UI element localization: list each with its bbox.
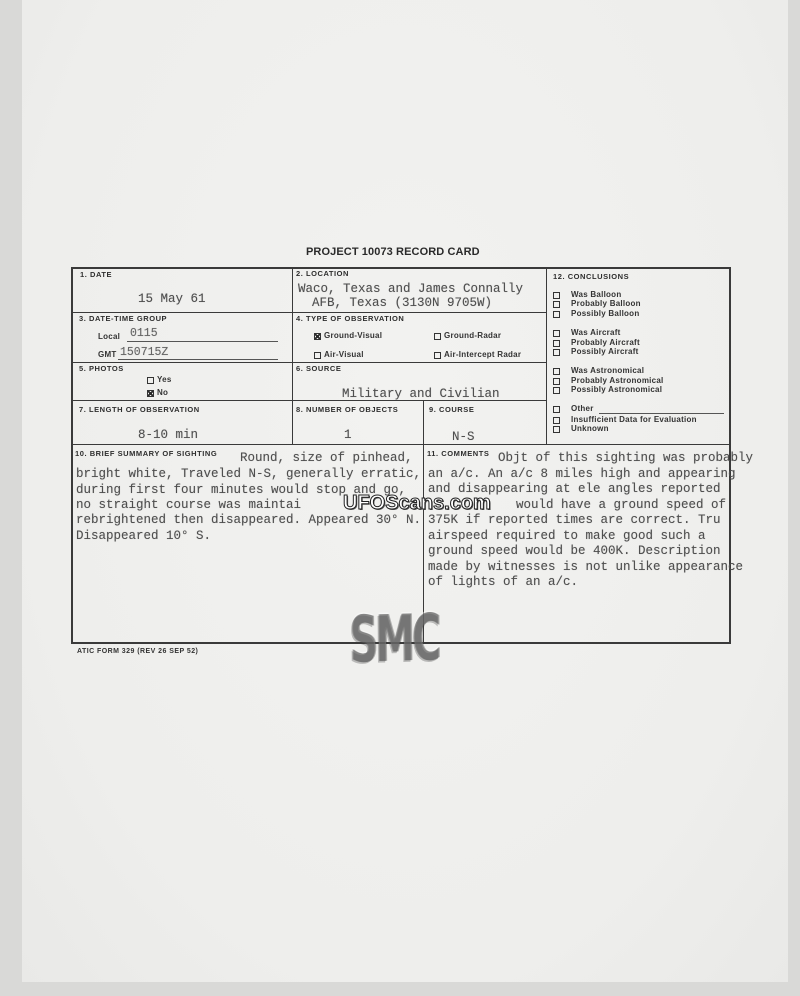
conclusion-possibly-aircraft: Possibly Aircraft <box>571 347 639 356</box>
checkbox-possibly-astronomical <box>553 387 560 394</box>
comment-line: would have a ground speed of <box>516 498 727 512</box>
length-of-observation-label: 7. LENGTH OF OBSERVATION <box>79 405 200 414</box>
summary-line: Round, size of pinhead, <box>240 451 413 465</box>
date-label: 1. DATE <box>80 270 113 279</box>
checkbox-unknown <box>553 426 560 433</box>
gmt-label: GMT <box>98 350 117 359</box>
checkbox-photos-no <box>147 390 154 397</box>
length-of-observation-value: 8-10 min <box>138 428 199 442</box>
column-divider-1 <box>292 267 293 444</box>
conclusion-insufficient-data: Insufficient Data for Evaluation <box>571 415 697 424</box>
comment-line: 375K if reported times are correct. Tru <box>428 513 721 527</box>
checkbox-probably-balloon <box>553 301 560 308</box>
comment-line: airspeed required to make good such a <box>428 529 706 543</box>
smc-stamp: SMC <box>348 601 439 678</box>
column-divider-2 <box>546 267 547 444</box>
conclusion-probably-balloon: Probably Balloon <box>571 299 641 308</box>
option-air-visual: Air-Visual <box>324 350 364 359</box>
local-time-label: Local <box>98 332 121 341</box>
conclusion-was-aircraft: Was Aircraft <box>571 328 621 337</box>
checkbox-was-balloon <box>553 292 560 299</box>
other-underline <box>599 413 724 414</box>
card-title: PROJECT 10073 RECORD CARD <box>306 246 480 258</box>
summary-line: rebrightened then disappeared. Appeared 30° N. <box>76 513 422 527</box>
comment-line: and disappearing at ele angles reported <box>428 482 721 496</box>
comment-line: Objt of this sighting was probably <box>498 451 754 465</box>
number-of-objects-label: 8. NUMBER OF OBJECTS <box>296 405 399 414</box>
conclusion-other: Other <box>571 404 594 413</box>
source-value: Military and Civilian <box>342 387 500 401</box>
checkbox-was-astronomical <box>553 368 560 375</box>
location-value-line: Waco, Texas and James Connally <box>298 282 524 296</box>
checkbox-possibly-aircraft <box>553 349 560 356</box>
summary-line: Disappeared 10° S. <box>76 529 212 543</box>
option-air-intercept-radar: Air-Intercept Radar <box>444 350 522 359</box>
type-of-observation-label: 4. TYPE OF OBSERVATION <box>296 314 405 323</box>
location-value-line: AFB, Texas (3130N 9705W) <box>312 296 493 310</box>
comments-label: 11. COMMENTS <box>427 449 490 458</box>
comment-line: ground speed would be 400K. Description <box>428 544 721 558</box>
course-label: 9. COURSE <box>429 405 475 414</box>
card-border-top <box>71 267 731 269</box>
conclusion-probably-astronomical: Probably Astronomical <box>571 376 664 385</box>
number-of-objects-value: 1 <box>344 428 352 442</box>
course-value: N-S <box>452 430 475 444</box>
checkbox-air-intercept-radar <box>434 352 441 359</box>
conclusion-possibly-astronomical: Possibly Astronomical <box>571 385 663 394</box>
location-label: 2. LOCATION <box>296 269 349 278</box>
checkbox-other <box>553 406 560 413</box>
local-time-value: 0115 <box>130 327 158 340</box>
source-label: 6. SOURCE <box>296 364 342 373</box>
checkbox-photos-yes <box>147 377 154 384</box>
checkbox-probably-aircraft <box>553 340 560 347</box>
conclusion-possibly-balloon: Possibly Balloon <box>571 309 640 318</box>
local-time-underline <box>127 341 278 342</box>
conclusion-was-astronomical: Was Astronomical <box>571 366 645 375</box>
gmt-value: 150715Z <box>120 346 169 359</box>
summary-line: during first four minutes would stop and go, <box>76 483 407 497</box>
photos-label: 5. PHOTOS <box>79 364 124 373</box>
conclusion-unknown: Unknown <box>571 424 609 433</box>
checkbox-air-visual <box>314 352 321 359</box>
option-photos-no: No <box>157 388 169 397</box>
conclusions-label: 12. CONCLUSIONS <box>553 272 630 281</box>
option-ground-radar: Ground-Radar <box>444 331 502 340</box>
form-id: ATIC FORM 329 (REV 26 SEP 52) <box>77 648 199 655</box>
conclusion-was-balloon: Was Balloon <box>571 290 622 299</box>
checkbox-insufficient-data <box>553 417 560 424</box>
checkbox-was-aircraft <box>553 330 560 337</box>
option-photos-yes: Yes <box>157 375 172 384</box>
comment-line: made by witnesses is not unlike appearance <box>428 560 744 574</box>
checkbox-probably-astronomical <box>553 378 560 385</box>
conclusion-probably-aircraft: Probably Aircraft <box>571 338 640 347</box>
checkbox-possibly-balloon <box>553 311 560 318</box>
comment-line: of lights of an a/c. <box>428 575 579 589</box>
card-border-left <box>71 267 73 644</box>
date-value: 15 May 61 <box>138 292 206 306</box>
row-divider-4 <box>72 444 730 445</box>
row-divider-1 <box>72 312 546 313</box>
row-divider-2 <box>72 362 546 363</box>
date-time-group-label: 3. DATE-TIME GROUP <box>79 314 168 323</box>
summary-line: bright white, Traveled N-S, generally erratic, <box>76 467 422 481</box>
watermark: UFOScans.com <box>343 492 491 514</box>
brief-summary-label: 10. BRIEF SUMMARY OF SIGHTING <box>75 449 218 458</box>
checkbox-ground-visual <box>314 333 321 340</box>
summary-line: no straight course was maintai <box>76 498 302 512</box>
option-ground-visual: Ground-Visual <box>324 331 383 340</box>
comment-line: an a/c. An a/c 8 miles high and appearing <box>428 467 736 481</box>
checkbox-ground-radar <box>434 333 441 340</box>
